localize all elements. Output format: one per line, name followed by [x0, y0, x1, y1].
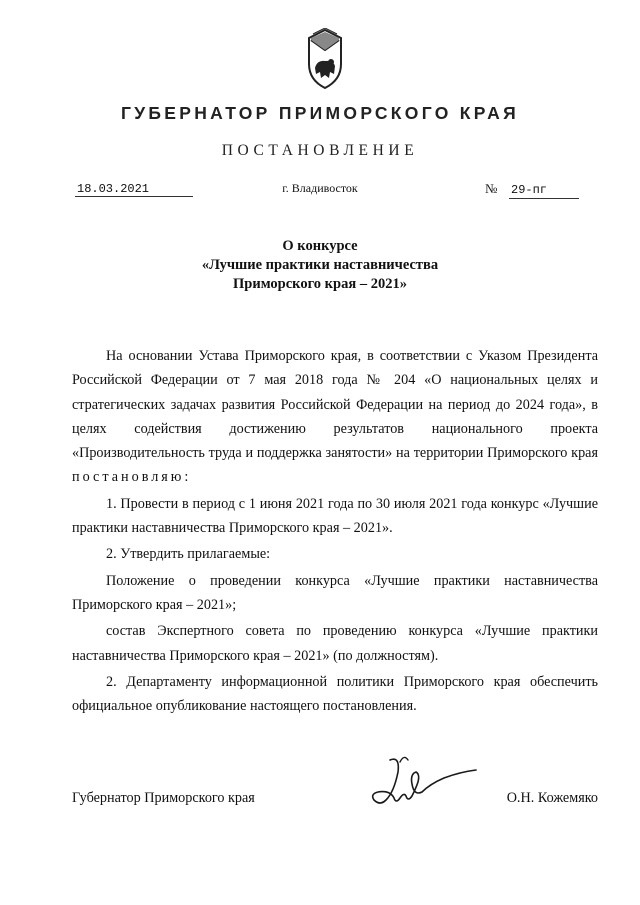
item-2-regulation-paragraph: Положение о проведении конкурса «Лучшие практики наставничества Приморского края – 2021»; [72, 572, 598, 613]
document-type: ПОСТАНОВЛЕНИЕ [221, 142, 419, 159]
item-2-council-paragraph: состав Экспертного совета по проведению конкурса «Лучшие практики наставничества Приморского края – 2021» (по должностям). [72, 623, 598, 664]
item-1-paragraph: 1. Провести в период с 1 июня 2021 года по 30 июля 2021 года конкурс «Лучшие практики наставничества Приморского края – 2021». [72, 495, 598, 537]
subject-line-3: Приморского края – 2021» [233, 276, 407, 292]
document-body [72, 344, 598, 718]
preamble-paragraph [72, 344, 598, 490]
document-number [485, 181, 579, 199]
number-sign: № [485, 181, 498, 196]
handwritten-signature [360, 752, 480, 822]
coat-of-arms-icon [303, 28, 347, 90]
document-date: 18.03.2021 [75, 182, 193, 197]
resolve-word: постановляю: [72, 469, 192, 486]
document-subject [0, 237, 640, 294]
item-3-paragraph: 2. Департаменту информационной политики Приморского края обеспечить официальное опубликование настоящего постановления. [72, 673, 598, 715]
signatory-title: Губернатор Приморского края [72, 790, 255, 806]
organization-title: ГУБЕРНАТОР ПРИМОРСКОГО КРАЯ [120, 103, 520, 123]
subject-line-1: О конкурсе [282, 238, 358, 254]
preamble-text: На основании Устава Приморского края, в соответствии с Указом Президента Российской Федерации от 7 мая 2018 года № 204 «О национальных целях и стратегических задачах развития Российской Федерации на период до 2024 года», в целях содействия достижению результатов национального проекта «Производительность труда и поддержка занятости» на территории Приморского края [72, 348, 598, 462]
subject-line-2: «Лучшие практики наставничества [201, 257, 439, 273]
number-value: 29-пг [509, 183, 579, 199]
signatory-name: О.Н. Кожемяко [506, 790, 598, 806]
document-place: г. Владивосток [282, 181, 358, 195]
item-2-paragraph: 2. Утвердить прилагаемые: [106, 546, 271, 563]
